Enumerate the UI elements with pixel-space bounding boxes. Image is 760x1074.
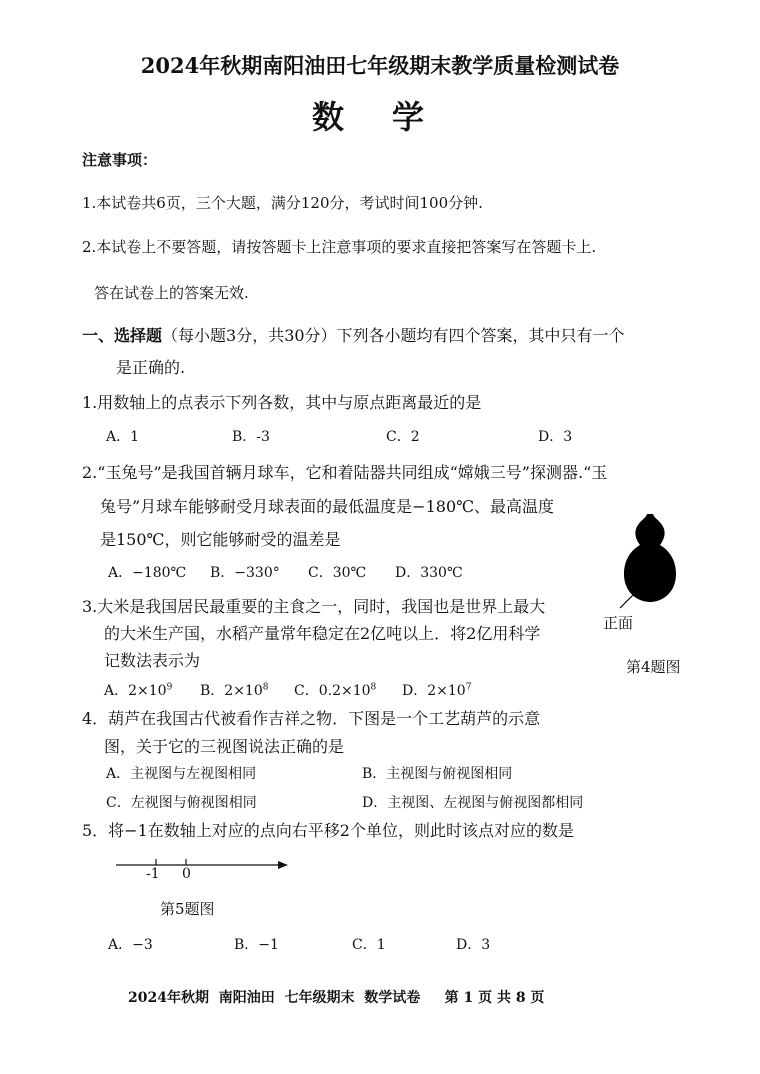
- gourd-figure: [600, 510, 700, 615]
- q5-stem: 5．将−1在数轴上对应的点向右平移2个单位，则此时该点对应的数是: [82, 821, 574, 840]
- notice-heading: 注意事项：: [82, 151, 158, 169]
- q3-option-b-base: B．2×10: [200, 683, 263, 699]
- number-line-arrow: [278, 861, 288, 869]
- section-1-header: [82, 323, 625, 346]
- q3-option-a: [104, 680, 172, 700]
- section-1-desc: （每小题3分，共30分）下列各小题均有四个答案，其中只有一个: [162, 326, 625, 345]
- q2-option-c: C．30℃: [308, 565, 367, 581]
- q5-option-c: C．1: [352, 937, 386, 953]
- notice-item-2-line-2: 答在试卷上的答案无效.: [94, 284, 249, 302]
- q4-line-2: 图，关于它的三视图说法正确的是: [104, 737, 345, 756]
- q1-option-a: A．1: [106, 429, 140, 445]
- q2-option-a: A．−180℃: [108, 565, 187, 581]
- q1-option-b: B．-3: [232, 429, 270, 445]
- q4-option-b: B．主视图与俯视图相同: [362, 766, 513, 782]
- q3-option-b-exp: 8: [262, 682, 269, 693]
- q1-option-d: D．3: [538, 429, 573, 445]
- q1-stem: 1.用数轴上的点表示下列各数，其中与原点距离最近的是: [82, 393, 482, 412]
- gourd-shape: [624, 514, 676, 602]
- q3-line-3: 记数法表示为: [104, 651, 201, 670]
- q2-line-1: 2.“玉兔号”是我国首辆月球车，它和着陆器共同组成“嫦娥三号”探测器.“玉: [82, 463, 608, 482]
- number-line: [112, 856, 292, 876]
- figure-4-caption: 第4题图: [626, 658, 681, 676]
- front-label: 正面: [603, 614, 634, 632]
- q3-option-c-exp: 8: [370, 682, 377, 693]
- q3-option-d-exp: 7: [465, 682, 472, 693]
- axis-label-minus-1: -1: [146, 866, 160, 882]
- q5-option-d: D．3: [456, 937, 491, 953]
- q3-option-c-base: C．0.2×10: [294, 683, 371, 699]
- q5-option-a: A．−3: [108, 937, 153, 953]
- notice-item-2-line-1: 2.本试卷上不要答题，请按答题卡上注意事项的要求直接把答案写在答题卡上.: [82, 238, 597, 256]
- q2-option-b: B．−330°: [210, 565, 280, 581]
- q3-option-d: [402, 680, 471, 700]
- notice-item-1: 1.本试卷共6页，三个大题，满分120分，考试时间100分钟.: [82, 194, 483, 212]
- q2-line-2: 兔号”月球车能够耐受月球表面的最低温度是−180℃、最高温度: [100, 497, 555, 516]
- q1-option-c: C．2: [386, 429, 420, 445]
- q4-option-d: D．主视图、左视图与俯视图都相同: [362, 795, 584, 811]
- exam-title: 2024年秋期南阳油田七年级期末教学质量检测试卷: [140, 53, 620, 78]
- q5-option-b: B．−1: [234, 937, 279, 953]
- axis-label-zero: 0: [182, 866, 191, 882]
- front-pointer-line: [620, 594, 634, 608]
- section-1-desc-line-2: 是正确的.: [116, 358, 186, 377]
- q4-option-c: C．左视图与俯视图相同: [106, 795, 257, 811]
- q3-option-a-base: A．2×10: [104, 683, 167, 699]
- q3-option-c: [294, 680, 376, 700]
- figure-5-caption: 第5题图: [160, 900, 215, 918]
- q3-line-1: 3.大米是我国居民最重要的主食之一，同时，我国也是世界上最大: [82, 597, 546, 616]
- page-footer: 2024年秋期 南阳油田 七年级期末 数学试卷 第 1 页 共 8 页: [128, 990, 545, 1006]
- q3-line-2: 的大米生产国，水稻产量常年稳定在2亿吨以上．将2亿用科学: [104, 624, 541, 643]
- q3-option-d-base: D．2×10: [402, 683, 466, 699]
- q3-option-b: [200, 680, 268, 700]
- q2-option-d: D．330℃: [395, 565, 463, 581]
- q2-line-3: 是150℃，则它能够耐受的温差是: [100, 530, 341, 549]
- q4-line-1: 4．葫芦在我国古代被看作吉祥之物．下图是一个工艺葫芦的示意: [82, 709, 541, 728]
- q4-option-a: A．主视图与左视图相同: [106, 766, 257, 782]
- subject-title: 数学: [311, 98, 472, 136]
- section-1-label: 一、选择题: [82, 326, 163, 345]
- q3-option-a-exp: 9: [166, 682, 173, 693]
